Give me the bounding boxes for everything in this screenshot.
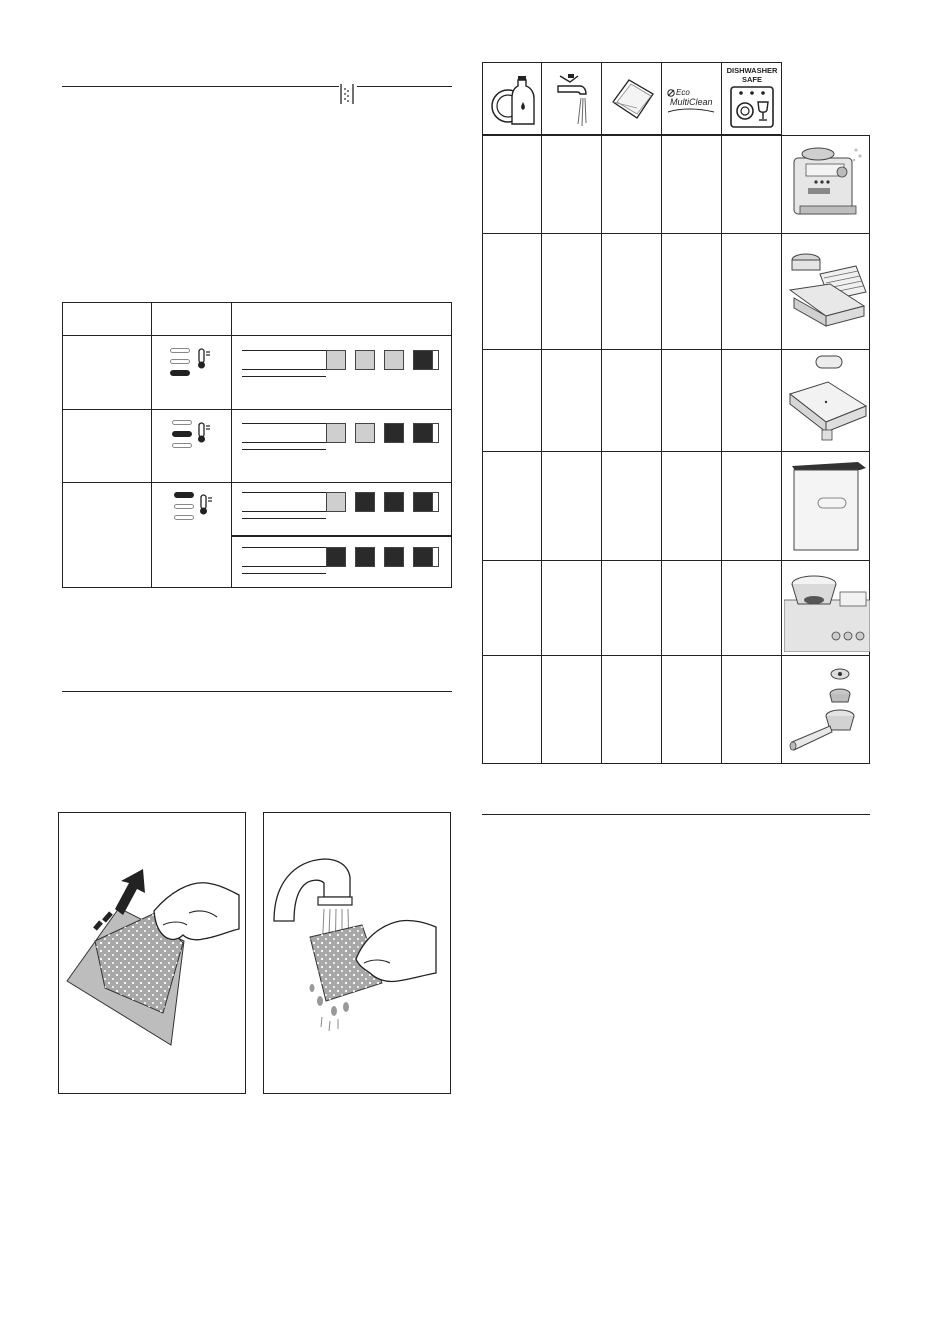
tap-water-icon — [554, 68, 590, 128]
hand-opening-sachet-icon — [59, 813, 245, 1093]
cleaning-table — [482, 62, 870, 764]
eco-label: Eco — [676, 88, 690, 97]
drip-tray-base-icon — [786, 354, 868, 446]
rinse-under-tap-icon — [264, 813, 450, 1093]
sachet-rinse-illustration — [263, 812, 451, 1094]
test-strip-row-3b — [242, 547, 442, 567]
test-strip-row-1 — [242, 350, 442, 370]
water-filter-icon — [338, 84, 358, 106]
led-indicator-row-2 — [172, 420, 196, 454]
bean-hopper-icon — [784, 564, 870, 652]
section-rule-middle — [62, 691, 452, 692]
portafilter-icon — [786, 664, 868, 758]
dishwasher-safe-icon — [726, 66, 778, 130]
thermometer-icon — [196, 348, 212, 370]
led-indicator-row-1 — [170, 348, 194, 382]
dishwasher-label: DISHWASHER — [726, 66, 778, 75]
espresso-machine-icon — [786, 142, 868, 228]
eco-multiclean-icon — [666, 88, 720, 118]
safe-label: SAFE — [741, 75, 762, 84]
test-strip-row-3a — [242, 492, 442, 512]
thermometer-icon — [198, 494, 214, 516]
test-strip-row-2 — [242, 423, 442, 443]
cloth-icon — [607, 74, 657, 122]
thermometer-icon — [196, 422, 212, 444]
section-rule-top — [62, 86, 452, 87]
sachet-open-illustration — [58, 812, 246, 1094]
dish-soap-icon — [488, 68, 538, 128]
water-hardness-table — [62, 302, 452, 588]
led-indicator-row-3 — [174, 492, 198, 526]
water-tank-icon — [788, 458, 868, 556]
section-rule-right — [482, 814, 870, 815]
drip-tray-assembly-icon — [786, 246, 868, 342]
multiclean-label: MultiClean — [670, 97, 713, 107]
